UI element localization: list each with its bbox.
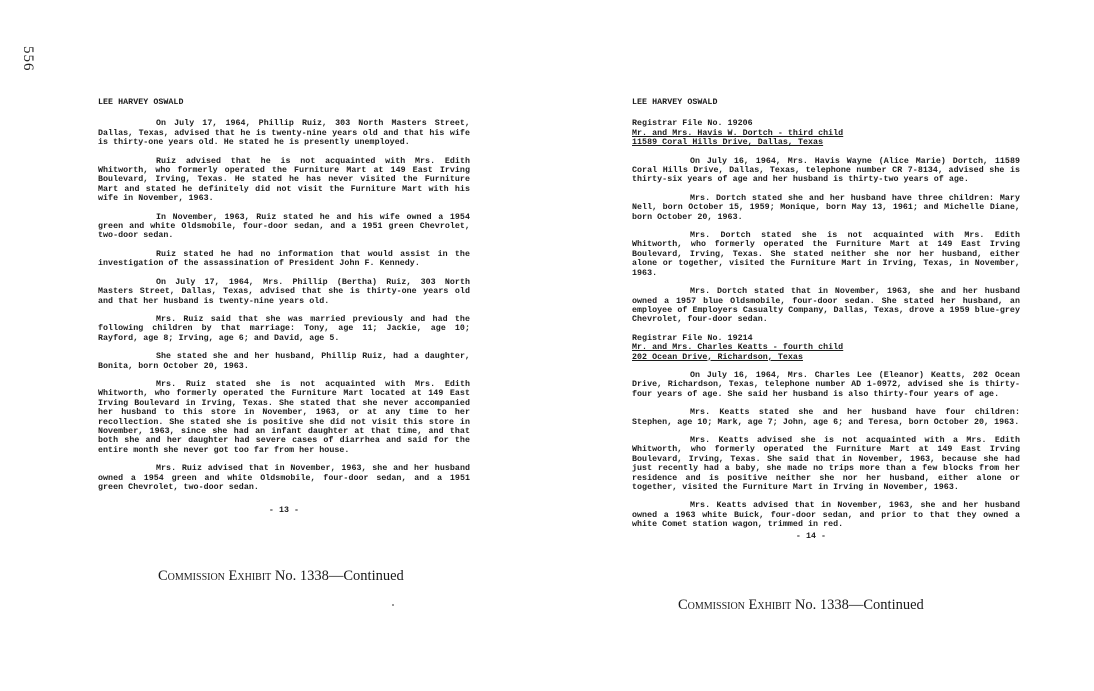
right-paragraph: On July 16, 1964, Mrs. Havis Wayne (Alice Marie) Dortch, 11589 Coral Hills Drive, Dallas, Texas, telephone number CR 7-8134, advised she is thirty-six years of age and her husband is thirty-two years of age. [632,156,1020,185]
left-paragraph: On July 17, 1964, Phillip Ruiz, 303 North Masters Street, Dallas, Texas, advised that he is twenty-nine years old and that his wife is thirty-one years old. He stated he is presently unemployed. [98,119,470,148]
left-paragraph: Mrs. Ruiz stated she is not acquainted with Mrs. Edith Whitworth, who formerly operated the Furniture Mart located at 149 East Irving Boulevard in Irving, Texas. She stated that she never accompanied her husband to this store in November, 1963, or at any time to her recollection. She stated she is positive she did not visit this store in November, 1963, since she had an infant daughter at that time, and that both she and her daughter had severe cases of diarrhea and said for the entire month she never got too far from her house. [98,379,470,455]
left-header: LEE HARVEY OSWALD [98,98,184,107]
exhibit-prefix: Commission Exhibit [678,597,792,613]
left-page-footer: - 13 - [268,506,300,516]
registrar-address: 202 Ocean Drive, Richardson, Texas [632,352,803,362]
registrar-file-number: Registrar File No. 19214 [632,333,753,343]
left-page [98,98,470,516]
registrar-address: 11589 Coral Hills Drive, Dallas, Texas [632,138,824,148]
right-page [632,98,1020,541]
registrar-file-number: Registrar File No. 19206 [632,119,753,129]
left-paragraph: She stated she and her husband, Phillip Ruiz, had a daughter, Bonita, born October 20, 1963. [98,352,470,371]
registrar-names: Mr. and Mrs. Charles Keatts - fourth child [632,343,844,353]
right-paragraph: Mrs. Dortch stated she is not acquainted with Mrs. Edith Whitworth, who formerly operated the Furniture Mart at 149 East Irving Boulevard, Irving, Texas. She stated neither she nor her husband, either alone or together, visited the Furniture Mart in Irving, Texas, in November, 1963. [632,231,1020,278]
right-paragraph: Mrs. Keatts advised that in November, 1963, she and her husband owned a 1963 white Buick, four-door sedan, and prior to that they owned a white Comet station wagon, trimmed in red. [632,501,1020,530]
right-page-footer: - 14 - [795,531,827,541]
left-paragraph: In November, 1963, Ruiz stated he and his wife owned a 1954 green and white Oldsmobile, four-door sedan, and a 1951 green Chevrolet, two-door sedan. [98,212,470,241]
exhibit-suffix: No. 1338—Continued [274,568,404,584]
left-paragraph: Mrs. Ruiz said that she was married previously and had the following children by that marriage: Tony, age 11; Jackie, age 10; Rayford, age 8; Irving, age 6; and David, age 5. [98,314,470,343]
right-paragraph: Mrs. Keatts stated she and her husband have four children: Stephen, age 10; Mark, age 7; John, age 6; and Teresa, born October 20, 1963. [632,408,1020,427]
scan-speck [392,604,394,606]
left-paragraph: Mrs. Ruiz advised that in November, 1963, she and her husband owned a 1954 green and white Oldsmobile, four-door sedan, and a 1951 green Chevrolet, two-door sedan. [98,464,470,492]
left-paragraph: Ruiz advised that he is not acquainted with Mrs. Edith Whitworth, who formerly operated the Furniture Mart at 149 East Irving Boulevard, Irving, Texas. He stated he has never visited the Furniture Mart and stated he definitely did not visit the Furniture Mart with his wife in November, 1963. [98,156,470,204]
right-paragraph: Mrs. Dortch stated she and her husband have three children: Mary Nell, born October 15, 1959; Monique, born May 13, 1961; and Michelle Diane, born October 20, 1963. [632,193,1020,222]
right-paragraph: Mrs. Dortch stated that in November, 1963, she and her husband owned a 1957 blue Oldsmobile, four-door sedan. She stated her husband, an employee of Employers Casualty Company, Dallas, Texas, drove a 1959 blue-grey Chevrolet, four-door sedan. [632,287,1020,325]
right-header: LEE HARVEY OSWALD [632,98,718,107]
left-paragraph: Ruiz stated he had no information that would assist in the investigation of the assassination of President John F. Kennedy. [98,249,470,269]
left-paragraph: On July 17, 1964, Mrs. Phillip (Bertha) Ruiz, 303 North Masters Street, Dallas, Texas, advised that she is thirty-one years old and that her husband is twenty-nine years old. [98,277,470,306]
right-paragraph: On July 16, 1964, Mrs. Charles Lee (Eleanor) Keatts, 202 Ocean Drive, Richardson, Texas, telephone number AD 1-0972, advised she is thirty-four years of age. She said her husband is also thirty-four years of age. [632,370,1020,399]
left-exhibit-caption [158,568,404,585]
right-exhibit-caption [678,597,924,614]
right-paragraph: Mrs. Keatts advised she is not acquainted with a Mrs. Edith Whitworth, who formerly operated the Furniture Mart at 149 East Irving Boulevard, Irving, Texas. She said that in November, 1963, because she had just recently had a baby, she made no trips more than a few blocks from her residence and is positive neither she nor her husband, either alone or together, visited the Furniture Mart in Irving in November, 1963. [632,435,1020,492]
exhibit-prefix: Commission Exhibit [158,568,272,584]
registrar-names: Mr. and Mrs. Havis W. Dortch - third child [632,128,844,138]
registrar-block-2 [632,334,1020,362]
exhibit-suffix: No. 1338—Continued [794,597,924,613]
page-number: 556 [20,46,36,72]
registrar-block-1 [632,119,1020,147]
